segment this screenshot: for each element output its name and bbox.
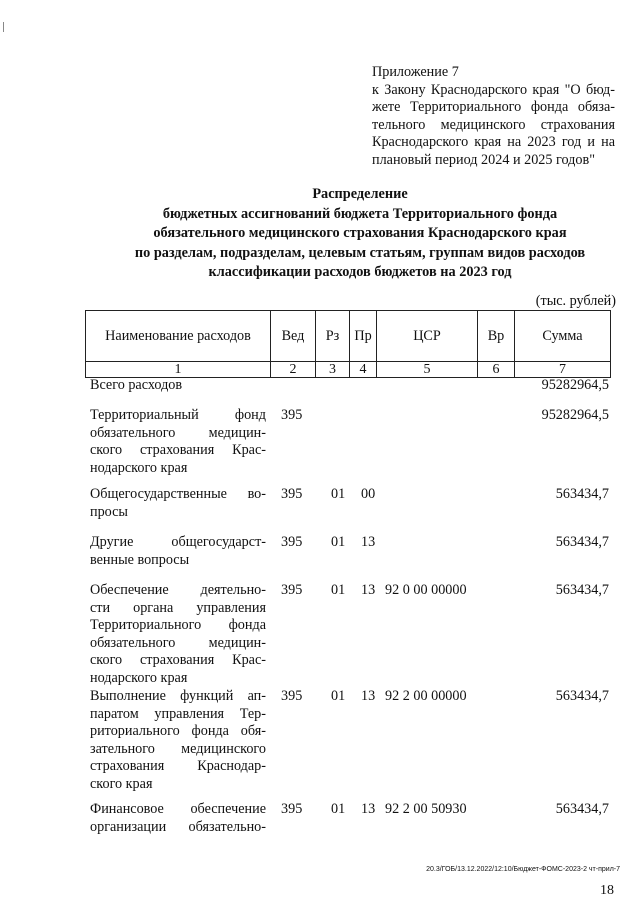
column-number: 4 <box>350 362 377 378</box>
row-name-line: Обеспечение деятельно- <box>90 582 266 598</box>
row-name-line: страхования Краснодар- <box>90 758 266 775</box>
header-ved: Вед <box>271 311 316 362</box>
row-name-line: зательного медицинского <box>90 740 266 757</box>
row-name-line: риториального фонда обя- <box>90 723 266 740</box>
row-name-line: Территориальный фонд <box>90 407 266 423</box>
page-number: 18 <box>600 883 614 898</box>
row-name-line: ского страхования Крас- <box>90 442 266 459</box>
appendix-line: тельного медицинского страхования <box>372 116 615 133</box>
appendix-line: Приложение 7 <box>372 64 459 80</box>
expenses-table-header <box>85 310 611 378</box>
column-number: 5 <box>377 362 478 378</box>
header-pr: Пр <box>350 311 377 362</box>
row-csr: 92 0 00 00000 <box>385 582 467 598</box>
row-rz: 01 <box>331 582 346 598</box>
row-sum: 95282964,5 <box>541 407 609 423</box>
column-number: 7 <box>515 362 611 378</box>
row-sum: 563434,7 <box>555 486 609 502</box>
title-line: по разделам, подразделам, целевым статьям, группам видов расходов <box>134 244 586 261</box>
title-line: классификации расходов бюджетов на 2023 год <box>208 264 512 280</box>
header-csr: ЦСР <box>377 311 478 362</box>
row-name-line: Территориального фонда <box>90 617 266 634</box>
row-csr: 92 2 00 50930 <box>385 801 467 817</box>
row-pr: 13 <box>361 801 376 817</box>
row-name-line: Финансовое обеспечение <box>90 801 266 817</box>
appendix-line: Краснодарского края на 2023 год и на <box>372 134 615 150</box>
margin-mark <box>3 22 4 32</box>
column-number: 3 <box>316 362 350 378</box>
appendix-line: плановый период 2024 и 2025 годов" <box>372 151 595 168</box>
row-name-line: Выполнение функций ап- <box>90 688 266 704</box>
row-name <box>90 486 266 521</box>
row-rz: 01 <box>331 801 346 817</box>
row-ved: 395 <box>281 801 303 817</box>
row-rz: 01 <box>331 688 346 704</box>
row-name-line: Всего расходов <box>90 377 183 393</box>
header-vr: Вр <box>478 311 515 362</box>
row-name-line: организации обязательно- <box>90 818 266 835</box>
column-number: 1 <box>86 362 271 378</box>
row-name <box>90 582 266 688</box>
units-label: (тыс. рублей) <box>535 293 616 309</box>
row-name-line: Общегосударственные во- <box>90 486 266 502</box>
row-ved: 395 <box>281 582 303 598</box>
header-rz: Рз <box>316 311 350 362</box>
appendix-line: жете Территориального фонда обяза- <box>372 99 615 115</box>
row-sum: 563434,7 <box>555 582 609 598</box>
row-name-line: нодарского края <box>90 459 188 476</box>
title-line: Распределение <box>312 186 408 202</box>
row-pr: 00 <box>361 486 376 502</box>
row-name <box>90 407 266 477</box>
title-line: бюджетных ассигнований бюджета Территориального фонда <box>162 205 558 222</box>
header-name: Наименование расходов <box>86 311 271 362</box>
appendix-reference <box>372 64 615 169</box>
row-sum: 563434,7 <box>555 801 609 817</box>
row-name <box>90 534 266 569</box>
column-number: 6 <box>478 362 515 378</box>
row-name-line: обязательного медицин- <box>90 424 266 441</box>
appendix-line: к Закону Краснодарского края "О бюд- <box>372 81 615 98</box>
row-name <box>90 377 266 395</box>
row-name <box>90 688 266 794</box>
row-name-line: Другие общегосударст- <box>90 534 266 550</box>
row-rz: 01 <box>331 534 346 550</box>
column-number: 2 <box>271 362 316 378</box>
row-name-line: ского края <box>90 775 153 792</box>
title-line: обязательного медицинского страхования Краснодарского края <box>153 225 567 241</box>
row-ved: 395 <box>281 688 303 704</box>
document-code: 20.3/ГОБ/13.12.2022/12:10/Бюджет-ФОМС-2023-2 чт-прил-7 <box>426 866 620 873</box>
row-name-line: паратом управления Тер- <box>90 705 266 722</box>
row-ved: 395 <box>281 486 303 502</box>
row-name-line: венные вопросы <box>90 551 190 568</box>
row-name-line: обязательного медицин- <box>90 634 266 651</box>
row-name-line: просы <box>90 503 128 520</box>
header-sum: Сумма <box>515 311 611 362</box>
row-rz: 01 <box>331 486 346 502</box>
row-pr: 13 <box>361 534 376 550</box>
row-sum: 563434,7 <box>555 688 609 704</box>
row-name-line: сти органа управления <box>90 599 266 616</box>
row-pr: 13 <box>361 582 376 598</box>
row-name-line: ского страхования Крас- <box>90 652 266 669</box>
row-pr: 13 <box>361 688 376 704</box>
row-sum: 95282964,5 <box>541 377 609 393</box>
row-sum: 563434,7 <box>555 534 609 550</box>
row-ved: 395 <box>281 407 303 423</box>
row-csr: 92 2 00 00000 <box>385 688 467 704</box>
document-title <box>60 185 640 283</box>
row-name <box>90 801 266 836</box>
row-name-line: нодарского края <box>90 669 188 686</box>
row-ved: 395 <box>281 534 303 550</box>
